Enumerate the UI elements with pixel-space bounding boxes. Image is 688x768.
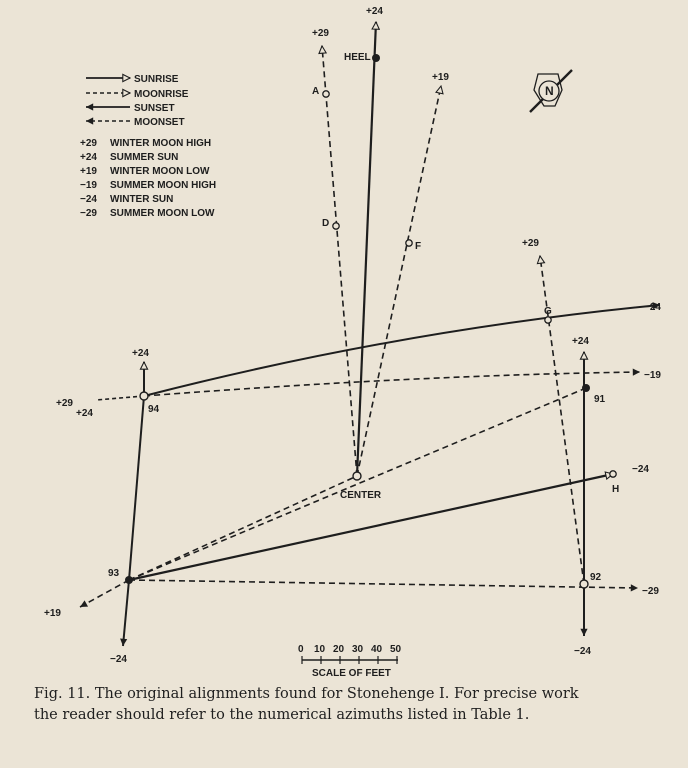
station-d <box>333 223 339 229</box>
station-92 <box>580 580 588 588</box>
label-93: 93 <box>108 568 120 579</box>
station-94 <box>140 392 148 400</box>
label-a: A <box>312 86 320 97</box>
label-f: F <box>415 241 422 252</box>
caption-line: the reader should refer to the numerical azimuths listed in Table 1. <box>34 707 530 723</box>
dir-m24-92: −24 <box>574 646 591 657</box>
dir-p24-91: +24 <box>572 336 589 347</box>
label-91: 91 <box>594 394 606 405</box>
label-d: D <box>322 218 330 229</box>
legend-key-label: SUMMER SUN <box>110 152 179 163</box>
line-center-f <box>357 86 441 476</box>
line-94-m24 <box>144 305 660 396</box>
legend-key-label: SUMMER MOON LOW <box>110 208 215 219</box>
figure-caption <box>34 684 674 726</box>
north-compass <box>530 70 572 112</box>
dir-p19-top: +19 <box>432 72 449 83</box>
scale-title: SCALE OF FEET <box>312 668 391 679</box>
station-center <box>353 472 361 480</box>
legend-moonset-label: MOONSET <box>134 117 185 128</box>
line-93-92 <box>129 580 638 588</box>
dir-p29-g: +29 <box>522 238 539 249</box>
legend-key-list <box>80 138 216 219</box>
dir-p24-94-low: +24 <box>76 408 93 419</box>
dir-p29-94: +29 <box>56 398 73 409</box>
legend-key-code: −29 <box>80 208 97 219</box>
dir-p24-94: +24 <box>132 348 149 359</box>
dir-m24-h: −24 <box>632 464 649 475</box>
legend-key-code: −24 <box>80 194 97 205</box>
legend-key-code: +29 <box>80 138 97 149</box>
scale-bar <box>298 644 402 679</box>
legend-key-label: WINTER MOON HIGH <box>110 138 212 149</box>
station-a <box>323 91 329 97</box>
line-93-center <box>129 476 357 580</box>
label-g: G <box>544 306 552 317</box>
legend-key-code: −19 <box>80 180 97 191</box>
caption-line: Fig. 11. The original alignments found for Stonehenge I. For precise work <box>34 686 579 702</box>
legend-sunrise-label: SUNRISE <box>134 74 179 85</box>
legend <box>80 74 216 219</box>
dir-p24-top: +24 <box>366 6 383 17</box>
legend-key-label: WINTER MOON LOW <box>110 166 210 177</box>
dir-m19-right: −19 <box>644 370 661 381</box>
line-94-left <box>96 396 144 400</box>
label-92: 92 <box>590 572 602 583</box>
legend-moonrise-label: MOONRISE <box>134 89 189 100</box>
scale-tick-label: 0 <box>298 644 304 655</box>
line-93-91 <box>129 388 586 580</box>
dir-p29-top: +29 <box>312 28 329 39</box>
scale-tick-label: 30 <box>352 644 364 655</box>
legend-key-label: WINTER SUN <box>110 194 174 205</box>
scale-tick-label: 20 <box>333 644 345 655</box>
label-center: CENTER <box>340 490 382 501</box>
station-93 <box>125 576 133 584</box>
line-center-heel <box>357 22 376 476</box>
station-heel <box>372 54 380 62</box>
dir-m29-right: −29 <box>642 586 659 597</box>
label-heel: HEEL <box>344 52 371 63</box>
dir-m24-93: −24 <box>110 654 127 665</box>
legend-sunset-label: SUNSET <box>134 103 175 114</box>
station-f <box>406 240 412 246</box>
scale-tick-label: 40 <box>371 644 383 655</box>
station-g <box>545 317 551 323</box>
line-center-a <box>322 46 357 476</box>
label-94: 94 <box>148 404 160 415</box>
dir-p19-left: +19 <box>44 608 61 619</box>
legend-key-code: +19 <box>80 166 97 177</box>
label-h: H <box>612 484 620 495</box>
line-94-m19 <box>144 372 640 396</box>
alignment-lines <box>80 22 660 646</box>
scale-tick-label: 10 <box>314 644 326 655</box>
legend-key-code: +24 <box>80 152 97 163</box>
dir-m24-right: −24 <box>644 302 661 313</box>
line-94-93 <box>129 396 144 580</box>
legend-key-label: SUMMER MOON HIGH <box>110 180 217 191</box>
scale-tick-label: 50 <box>390 644 402 655</box>
compass-letter: N <box>545 84 554 98</box>
station-91 <box>582 384 590 392</box>
line-93-down <box>123 580 129 646</box>
line-93-left <box>80 580 129 607</box>
station-h <box>610 471 616 477</box>
